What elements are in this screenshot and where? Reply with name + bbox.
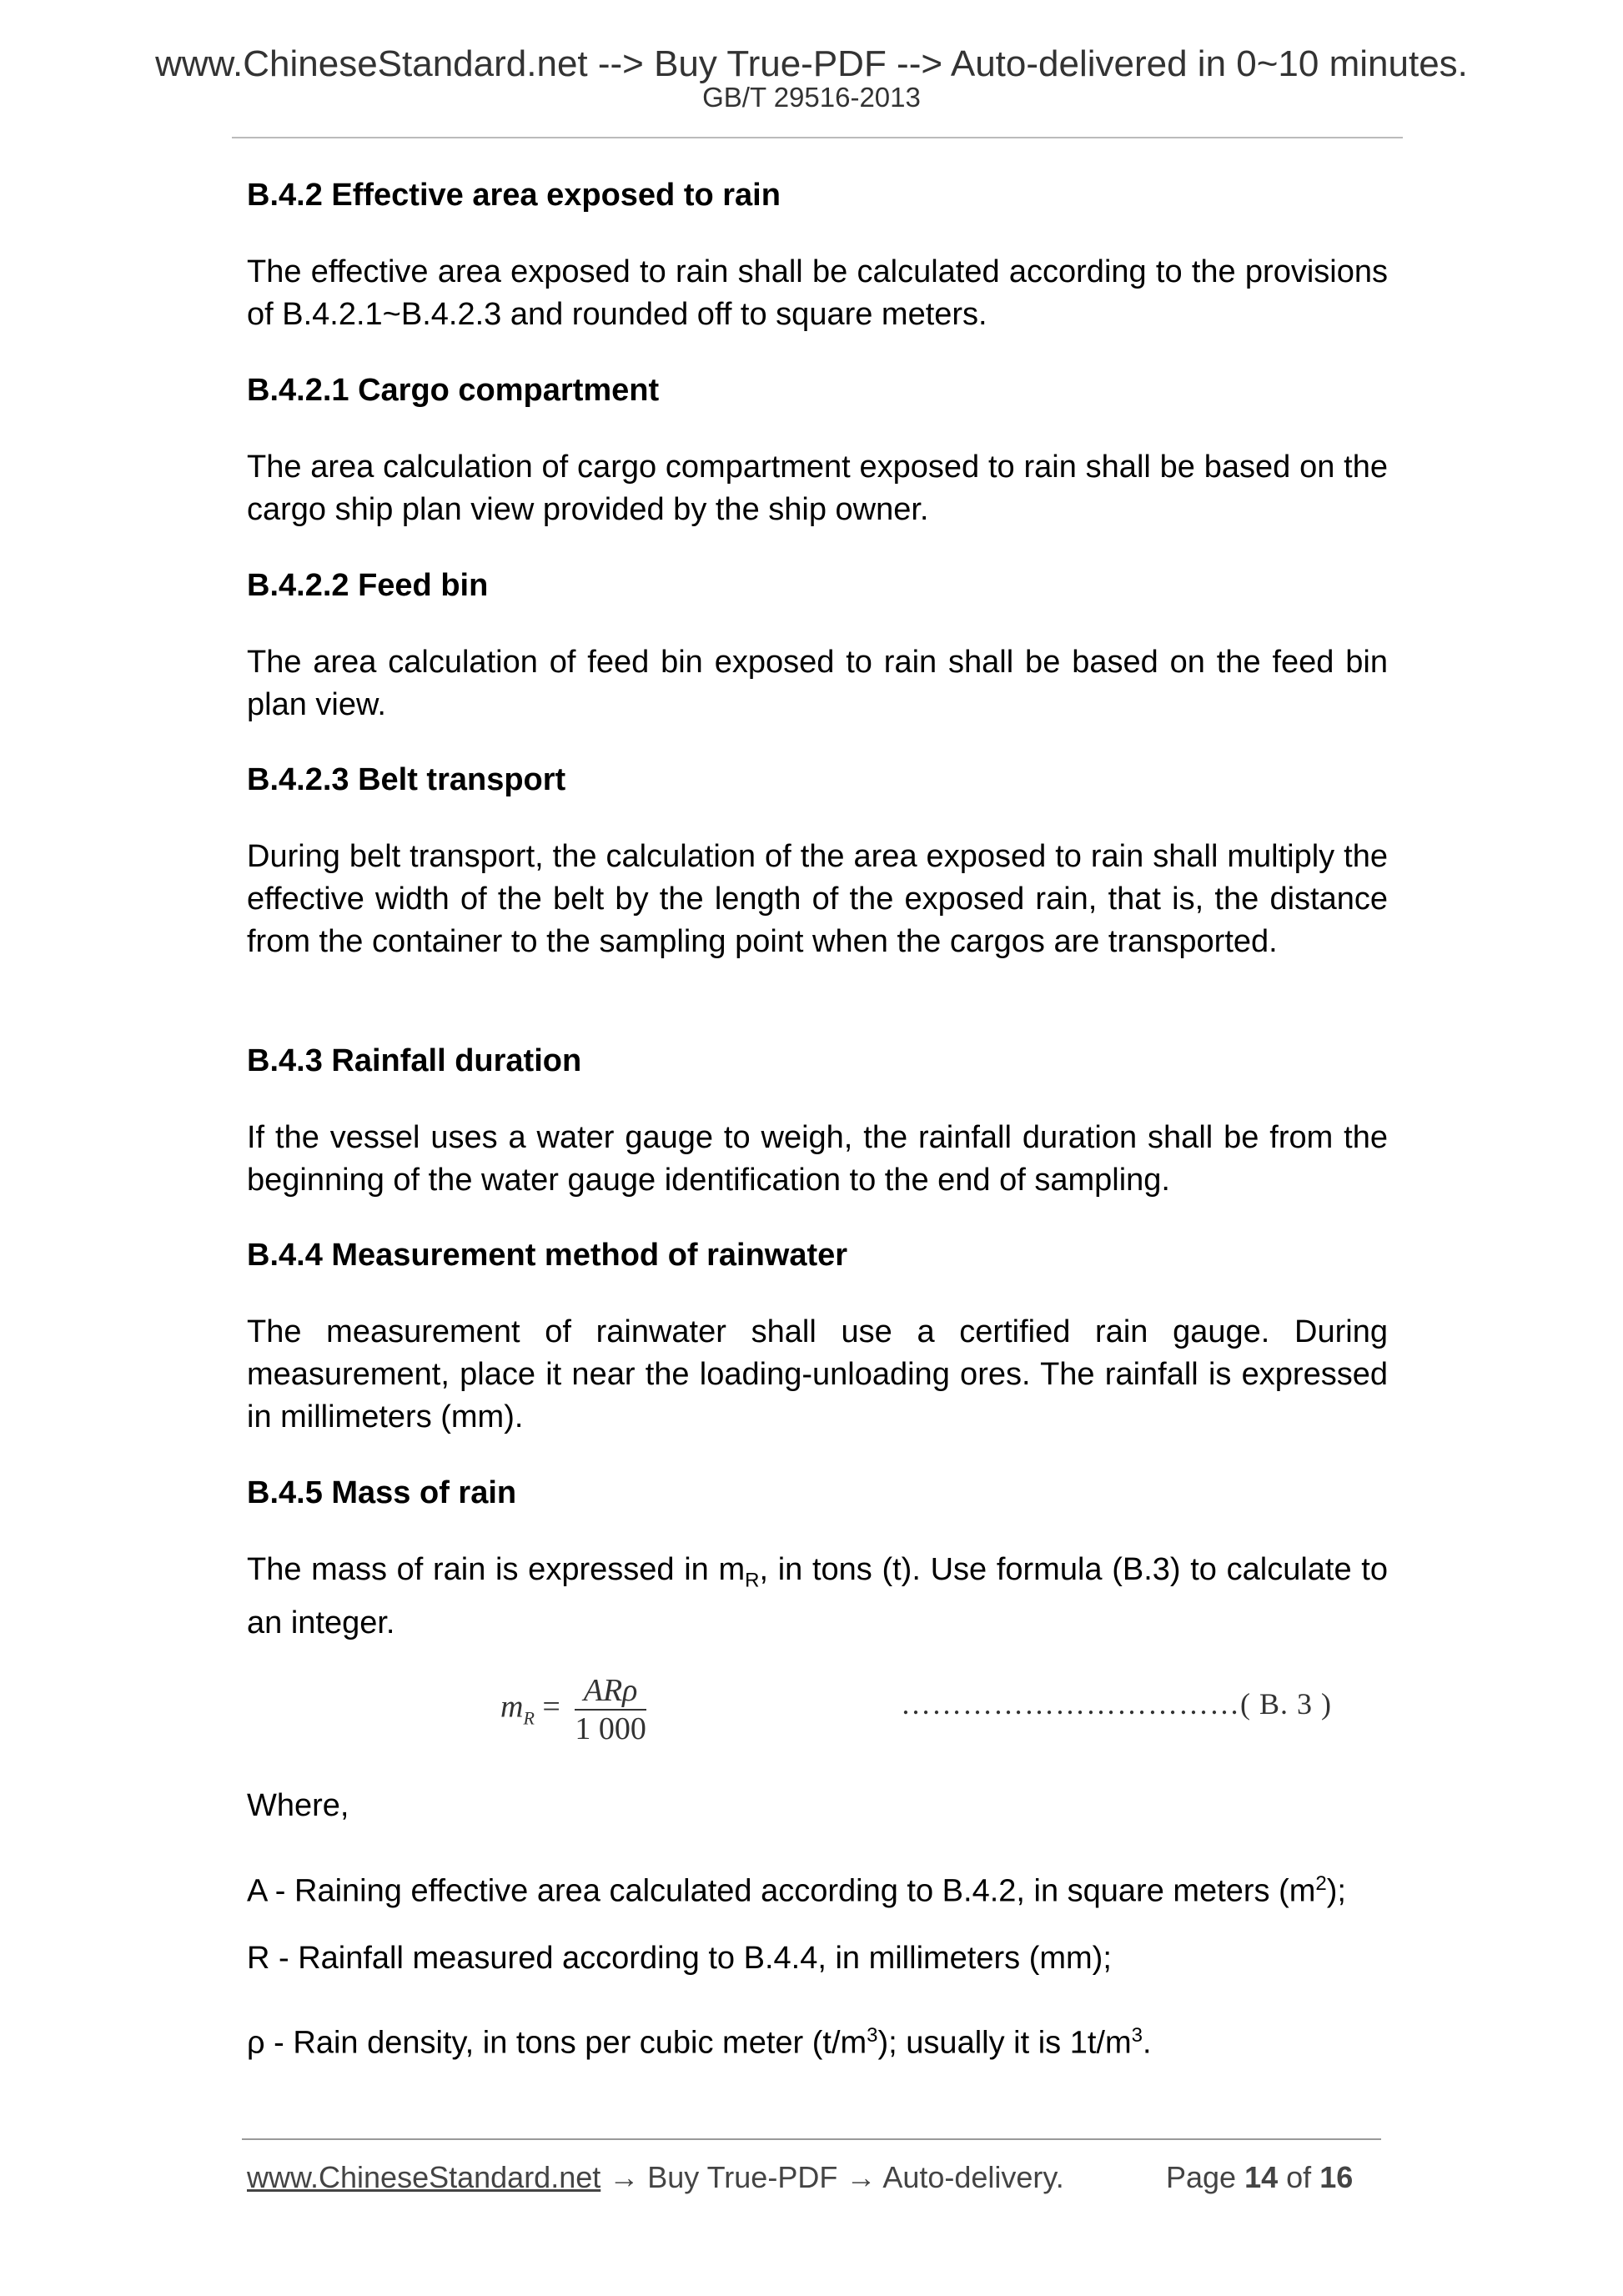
header-divider <box>232 137 1403 138</box>
section-heading: B.4.4 Measurement method of rainwater <box>247 1238 848 1273</box>
section-text: The effective area exposed to rain shall be calculated according to the provisions of B.4.2.1~B.4.2.3 and rounded off to square meters. <box>247 254 1388 332</box>
formula-number: ……………………………( B. 3 ) <box>901 1687 1332 1721</box>
section-heading: B.4.2.1 Cargo compartment <box>247 373 660 408</box>
footer-divider <box>242 2138 1381 2140</box>
section-heading: B.4.3 Rainfall duration <box>247 1043 582 1078</box>
page-indicator: Page 14 of 16 <box>1166 2160 1354 2194</box>
header-banner: www.ChineseStandard.net --> Buy True-PDF --> Auto-delivered in 0~10 minutes. <box>155 43 1468 84</box>
section-text: The measurement of rainwater shall use a certified rain gauge. During measurement, place it near the loading-unloading ores. The rainfall is expressed in millimeters (mm). <box>247 1314 1388 1434</box>
section-heading: B.4.2.3 Belt transport <box>247 762 566 797</box>
section-text: The mass of rain is expressed in $m_R$, in tons (t). Use formula (B.3) to calculate to an integer. <box>247 1552 1388 1640</box>
section-text: During belt transport, the calculation of the area exposed to rain shall multiply the effective width of the belt by the length of the exposed rain, that is, the distance from the container to the sampling point when the cargos are transported. <box>247 839 1388 959</box>
section-heading: B.4.2.2 Feed bin <box>247 568 489 603</box>
section-text: If the vessel uses a water gauge to weigh, the rainfall duration shall be from the beginning of the water gauge identification to the end of sampling. <box>247 1120 1388 1198</box>
standard-number: GB/T 29516-2013 <box>702 82 921 113</box>
where-label: Where, <box>247 1788 349 1823</box>
section-text: The area calculation of cargo compartment exposed to rain shall be based on the cargo ship plan view provided by the ship owner. <box>247 450 1388 527</box>
section-heading: B.4.2 Effective area exposed to rain <box>247 178 781 213</box>
definition-rho: ρ - Rain density, in tons per cubic meter $(t/m^3)$; usually it is $1t/m^3$. <box>247 2024 1152 2061</box>
footer-text: www.ChineseStandard.net → Buy True-PDF → Auto-delivery. <box>247 2160 1064 2194</box>
section-text: The area calculation of feed bin exposed to rain shall be based on the feed bin plan view. <box>247 645 1388 722</box>
footer-link[interactable]: www.ChineseStandard.net <box>247 2160 601 2194</box>
definition-a: A - Raining effective area calculated according to B.4.2, in square meters $(m^2)$; <box>247 1872 1346 1909</box>
definition-r: R - Rainfall measured according to B.4.4, in millimeters (mm); <box>247 1941 1112 1976</box>
formula-b3: $m_R$ = $\frac{\text{ARρ}}{1 000}$ <box>500 1673 646 1746</box>
section-heading: B.4.5 Mass of rain <box>247 1475 517 1510</box>
